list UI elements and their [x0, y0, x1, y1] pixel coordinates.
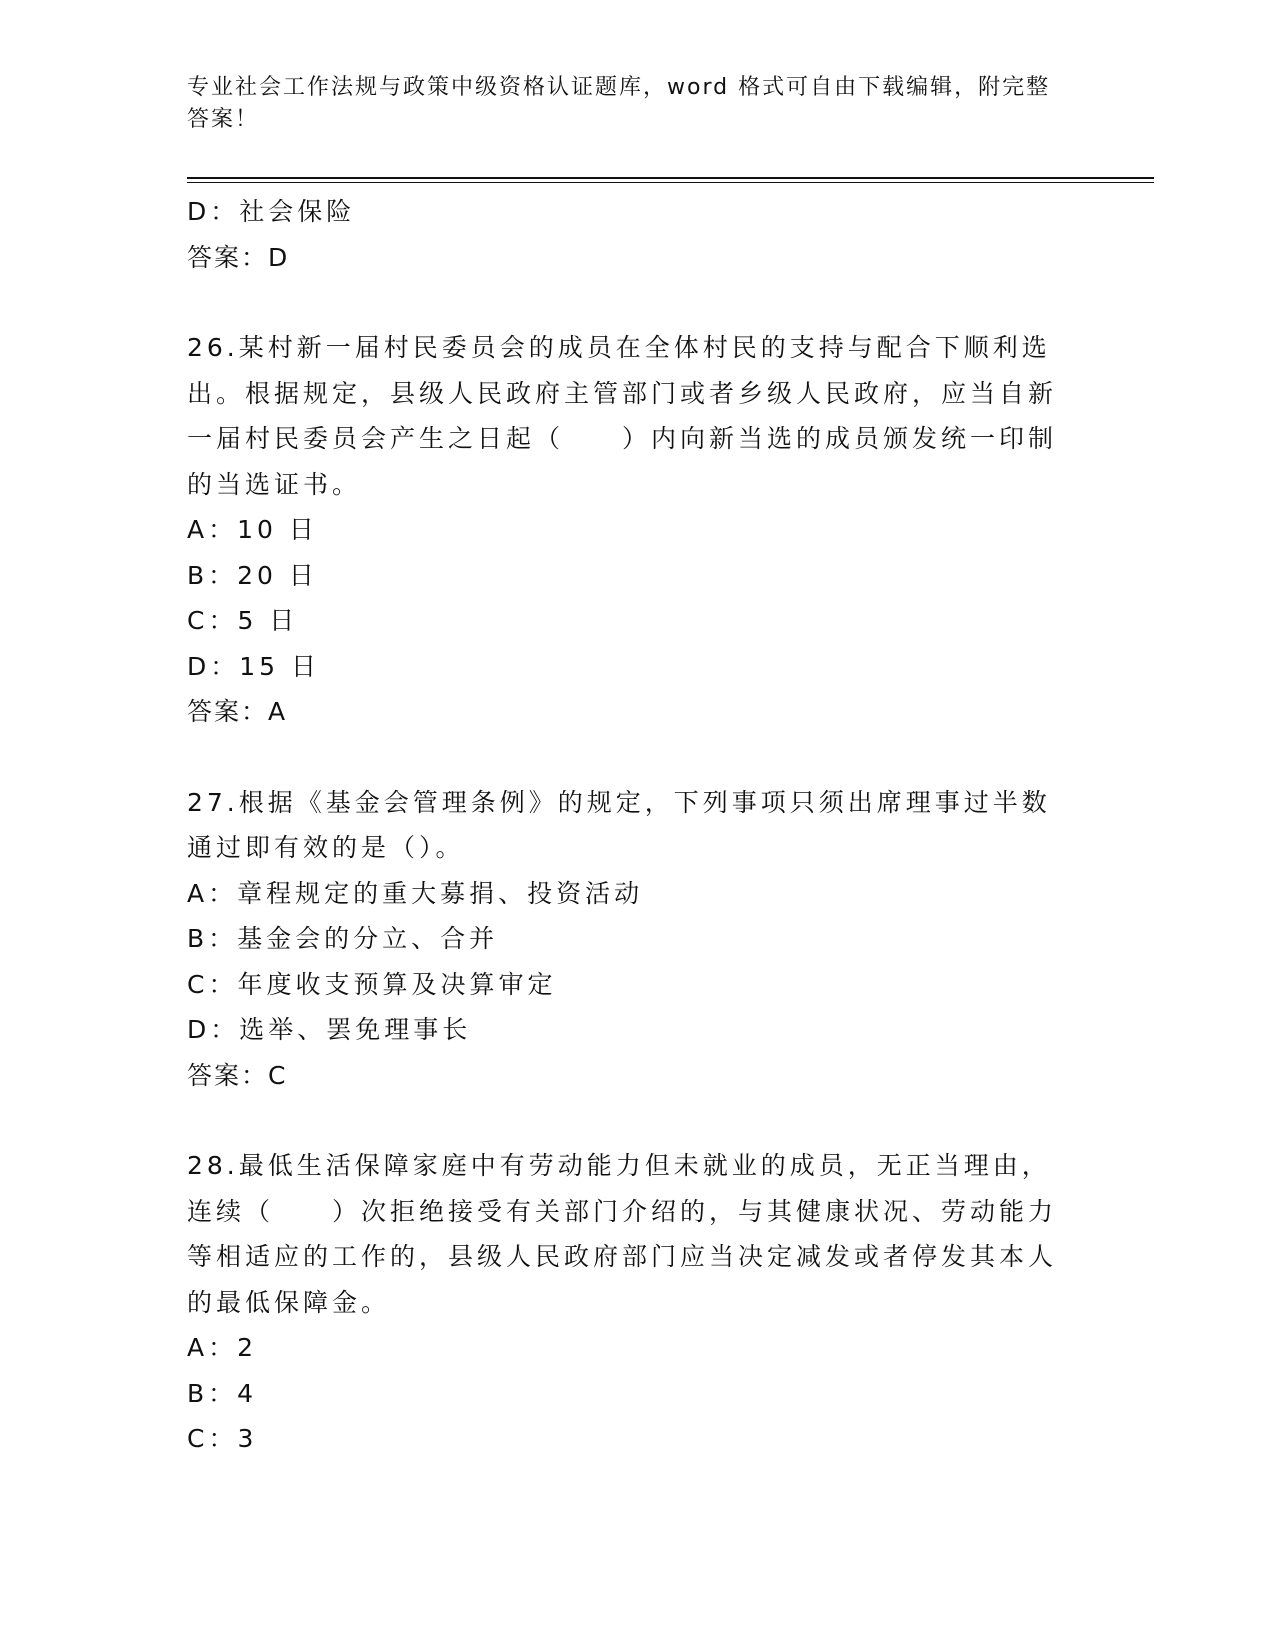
answer-line: 答案：C: [187, 1060, 288, 1090]
spacer: [187, 280, 1067, 325]
answer-line: 答案：D: [187, 242, 290, 272]
question-list: [187, 189, 1067, 1462]
header-rule-thick: [187, 177, 1154, 179]
option-c: C：3: [187, 1424, 258, 1453]
option-a: A：10 日: [187, 515, 318, 544]
question-27: [187, 780, 1067, 1099]
header-rule-thin: [187, 182, 1154, 183]
answer-line: 答案：A: [187, 697, 288, 726]
option-d: D：社会保险: [187, 197, 356, 226]
spacer: [187, 735, 1067, 780]
page-header: 专业社会工作法规与政策中级资格认证题库，word 格式可自由下载编辑，附完整答案！: [187, 75, 1051, 132]
option-c: C：年度收支预算及决算审定: [187, 969, 557, 999]
option-a: A：2: [187, 1333, 258, 1362]
question-26: [187, 325, 1067, 735]
option-d: D：选举、罢免理事长: [187, 1015, 472, 1044]
option-b: B：基金会的分立、合并: [187, 924, 499, 953]
question-stem: 27.根据《基金会管理条例》的规定，下列事项只须出席理事过半数通过即有效的是（）。: [187, 787, 1051, 862]
option-c: C：5 日: [187, 606, 299, 635]
option-b: B：4: [187, 1378, 258, 1408]
question-stem: 26.某村新一届村民委员会的成员在全体村民的支持与配合下顺利选出。根据规定，县级人民政府主管部门或者乡级人民政府，应当自新一届村民委员会产生之日起（ ）内向新当选的成员颁发统一印制的当选证书。: [187, 333, 1058, 499]
option-b: B：20 日: [187, 560, 318, 590]
question-stem: 28.最低生活保障家庭中有劳动能力但未就业的成员，无正当理由，连续（ ）次拒绝接受有关部门介绍的，与其健康状况、劳动能力等相适应的工作的，县级人民政府部门应当决定减发或者停发其本人的最低保障金。: [187, 1151, 1058, 1317]
option-d: D：15 日: [187, 651, 321, 681]
spacer: [187, 1098, 1067, 1143]
option-a: A：章程规定的重大募捐、投资活动: [187, 878, 644, 908]
question-28: [187, 1143, 1067, 1462]
